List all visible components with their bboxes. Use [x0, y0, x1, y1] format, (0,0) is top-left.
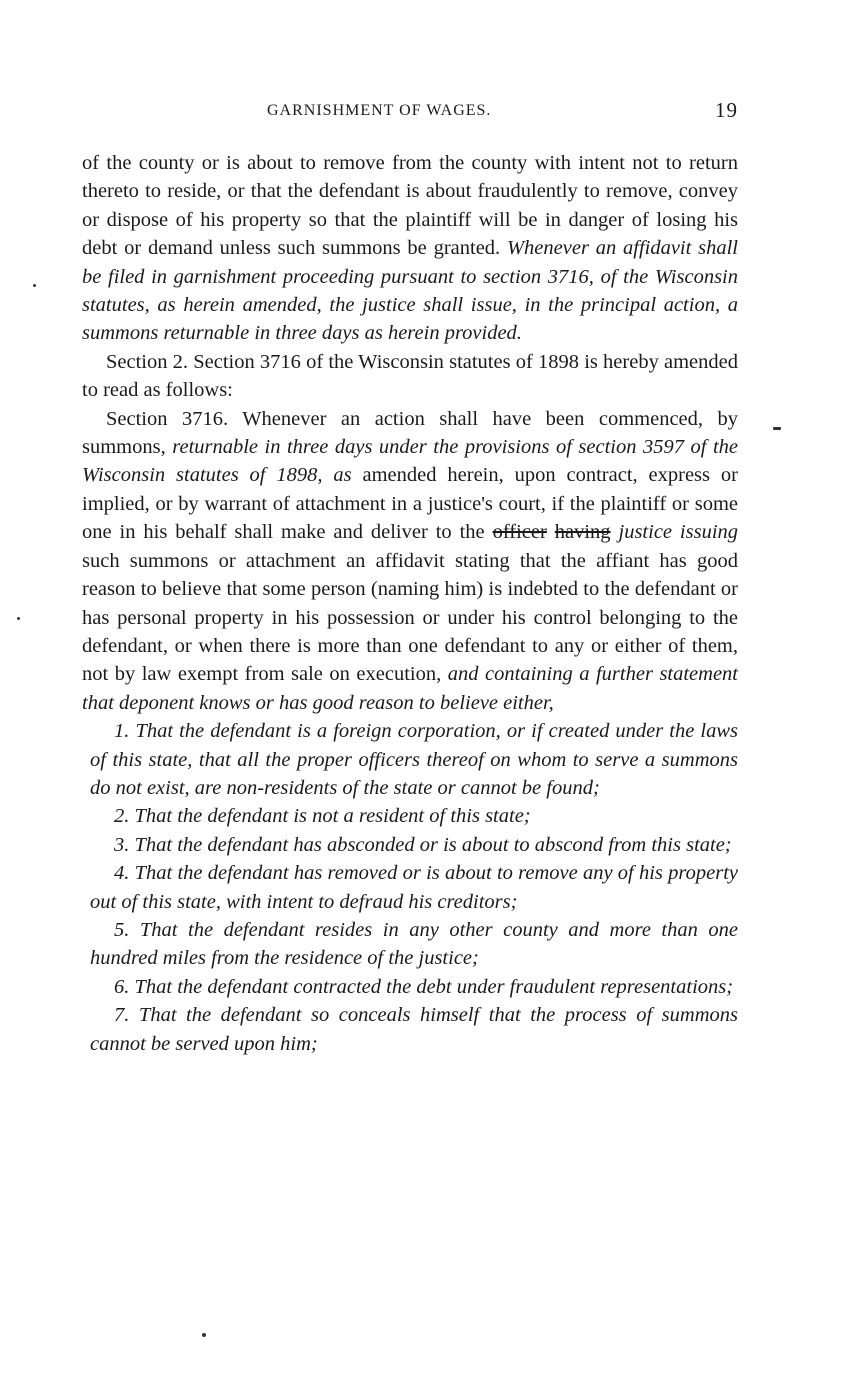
section-3716-paragraph: [82, 405, 738, 717]
running-title: GARNISHMENT OF WAGES.: [267, 102, 492, 119]
page-body: [82, 149, 738, 1058]
section-2-paragraph: Section 2. Section 3716 of the Wisconsin statutes of 1898 is hereby amended to read as follows:: [82, 350, 738, 402]
section-3716-text-continued: such summons or attachment an affidavit stating that the affiant has good reason to believe that some person (naming him) is indebted to the defendant or has personal property in his possession or under his control belonging to the defendant, or when there is more than one defendant to any or either of them, not by law exempt from sale on execution,: [82, 549, 738, 686]
inserted-justice-issuing: justice issuing: [618, 521, 739, 544]
grounds-list: [82, 717, 738, 1058]
list-item: 7. That the defendant so conceals himself that the process of summons cannot be served upon him;: [90, 1004, 738, 1055]
paragraph-continuation: [82, 149, 738, 348]
ink-speck: [773, 427, 781, 430]
section-3716-italic-returnable: returnable in three days under the provisions of section 3597 of the Wisconsin statutes of 1898, as: [82, 436, 739, 487]
list-item: 6. That the defendant contracted the debt under fraudulent representations;: [114, 975, 734, 998]
page-header: [82, 98, 738, 128]
paragraph-plain-text: of the county or is about to remove from the county with intent not to return thereto to reside, or that the defendant is about fraudulently to remove, convey or dispose of his property so that the plaintiff will be in danger of losing his debt or demand unless such summons be granted.: [82, 152, 738, 260]
struck-word-officer: officer: [492, 521, 547, 544]
section-3716-text: amended herein, upon contract, express or implied, or by warrant of attachment in a justice's court, if the plaintiff or some one in his behalf shall make and deliver to the: [82, 464, 738, 544]
list-item: 3. That the defendant has absconded or is about to abscond from this state;: [114, 833, 732, 856]
section-3716-italic-statement: and containing a further statement that deponent knows or has good reason to believe either,: [82, 663, 739, 714]
page-number: 19: [715, 98, 738, 122]
list-item: 2. That the defendant is not a resident of this state;: [114, 805, 531, 828]
list-item: 5. That the defendant resides in any other county and more than one hundred miles from the residence of the justice;: [90, 918, 738, 970]
list-item: 1. That the defendant is a foreign corporation, or if created under the laws of this state, that all the proper officers thereof on whom to serve a summons do not exist, are non-residents of the state or cannot be found;: [90, 720, 738, 799]
section-3716-intro: Section 3716. Whenever an action shall have been commenced, by summons,: [82, 407, 738, 459]
ink-speck: [202, 1333, 206, 1337]
ink-speck: [17, 617, 20, 620]
struck-word-having: having: [554, 521, 611, 544]
list-item: 4. That the defendant has removed or is about to remove any of his property out of this state, with intent to defraud his creditors;: [90, 862, 738, 913]
ink-speck: [33, 284, 36, 287]
amendment-italic-text: Whenever an affidavit shall be filed in garnishment proceeding pursuant to section 3716, of the Wisconsin statutes, as herein amended, the justice shall issue, in the principal action, a summons returnable in three days as herein provided.: [82, 237, 738, 345]
